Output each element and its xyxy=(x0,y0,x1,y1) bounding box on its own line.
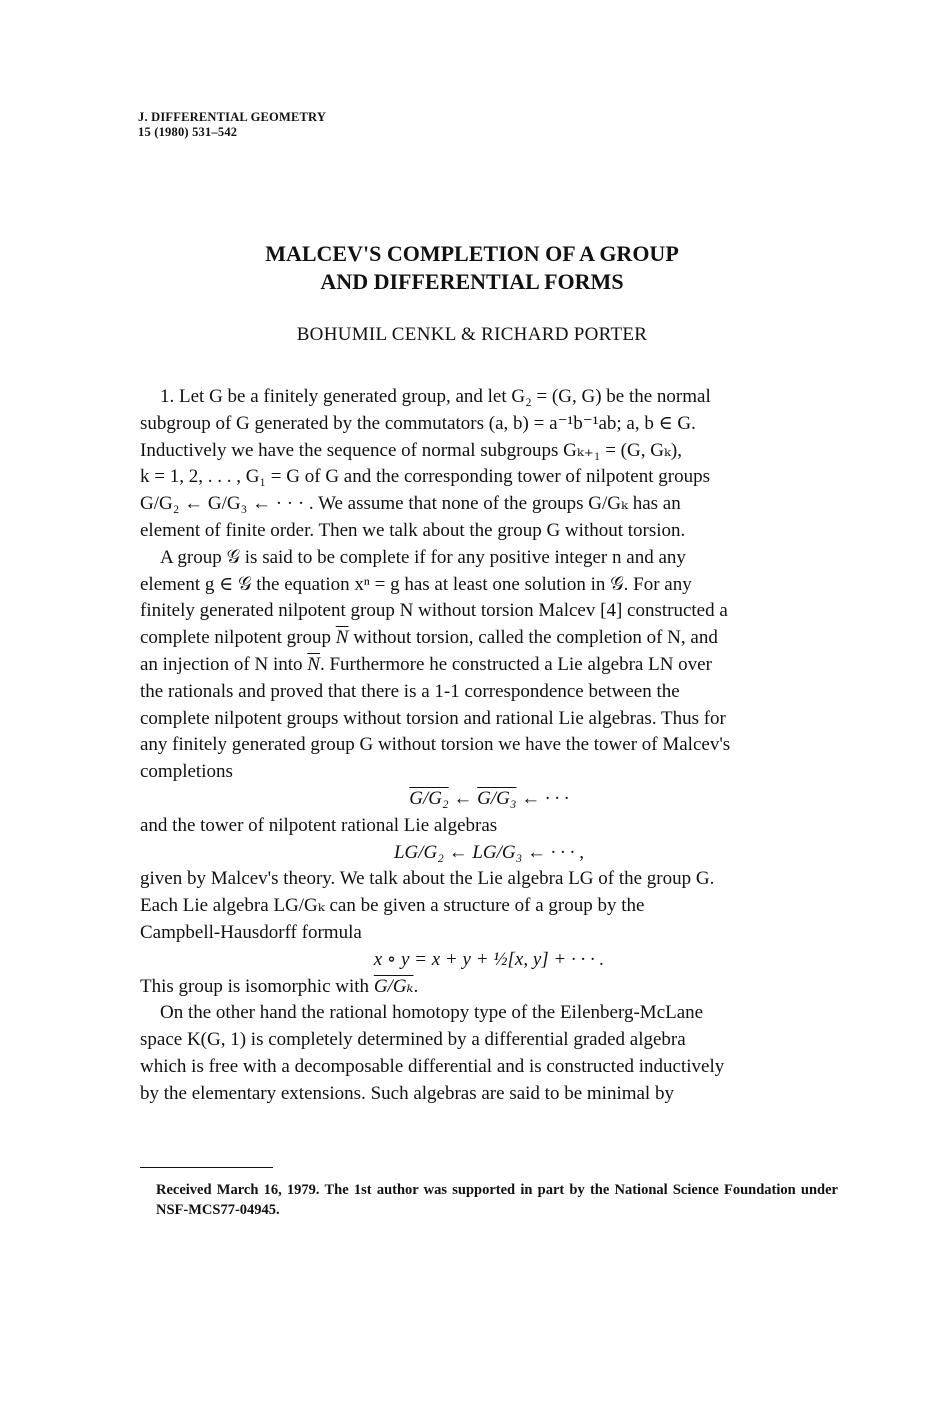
equation-campbell-hausdorff: x ∘ y = x + y + ½[x, y] + · · · . xyxy=(373,948,605,970)
paper-authors: BOHUMIL CENKL & RICHARD PORTER xyxy=(296,324,648,345)
journal-header xyxy=(138,110,326,140)
paragraph-1-line: 1. Let G be a finitely generated group, and let G₂ = (G, G) be the normal xyxy=(160,386,711,407)
paragraph-1-line: G/G₂ ← G/G₃ ← · · · . We assume that none of the groups G/Gₖ has an xyxy=(140,493,681,515)
footnote: Received March 16, 1979. The 1st author was supported in part by the National Science Foundation under NSF-MCS77-04945. xyxy=(156,1182,838,1218)
paragraph-4-line: Each Lie algebra LG/Gₖ can be given a structure of a group by the xyxy=(140,895,645,917)
paragraph-6-line: On the other hand the rational homotopy type of the Eilenberg-McLane xyxy=(160,1002,704,1024)
paragraph-2-line: any finitely generated group G without torsion we have the tower of Malcev's xyxy=(140,734,731,756)
paragraph-2-line xyxy=(140,652,838,679)
title-line-2: AND DIFFERENTIAL FORMS xyxy=(320,269,624,294)
paragraph-1-line: subgroup of G generated by the commutators (a, b) = a⁻¹b⁻¹ab; a, b ∈ G. xyxy=(140,412,696,434)
paragraph-2-line: the rationals and proved that there is a 1-1 correspondence between the xyxy=(140,680,680,702)
completion-n: $\overline{N}$ xyxy=(335,627,349,649)
paragraph-3: and the tower of nilpotent rational Lie algebras xyxy=(140,814,498,836)
paragraph-4-line: given by Malcev's theory. We talk about the Lie algebra LG of the group G. xyxy=(140,868,715,890)
equation-lie-tower: LG/G₂ ← LG/G₃ ← · · · , xyxy=(393,841,585,863)
paragraph-6-line: space K(G, 1) is completely determined by a differential graded algebra xyxy=(140,1029,686,1051)
eq-arrow: ← xyxy=(448,787,478,809)
completion-g-gk: G/Gₖ xyxy=(373,975,414,997)
paragraph-2-line: finitely generated nilpotent group N without torsion Malcev [4] constructed a xyxy=(140,600,728,622)
eq-term: G/G₃ xyxy=(477,787,517,809)
journal-volume: 15 (1980) 531–542 xyxy=(138,125,238,139)
text-span: an injection of N into xyxy=(140,653,308,675)
paragraph-2-line xyxy=(140,625,838,652)
paragraph-6-line: by the elementary extensions. Such algebras are said to be minimal by xyxy=(140,1082,674,1104)
paragraph-5 xyxy=(140,974,838,1001)
paragraph-1-line: k = 1, 2, . . . , G₁ = G of G and the corresponding tower of nilpotent groups xyxy=(140,466,710,488)
text-span: This group is isomorphic with xyxy=(140,975,374,997)
paragraph-2-line: complete nilpotent groups without torsion and rational Lie algebras. Thus for xyxy=(140,707,726,729)
equation-malcev-tower xyxy=(140,786,838,813)
text-span: complete nilpotent group xyxy=(140,627,336,649)
footnote-rule xyxy=(140,1167,273,1168)
paragraph-1-line: Inductively we have the sequence of normal subgroups Gₖ₊₁ = (G, Gₖ), xyxy=(140,439,682,461)
paragraph-4-line: Campbell-Hausdorff formula xyxy=(140,921,362,943)
text-span: . Furthermore he constructed a Lie algebra LN over xyxy=(319,653,712,675)
title-line-1: MALCEV'S COMPLETION OF A GROUP xyxy=(265,241,679,266)
journal-name: J. DIFFERENTIAL GEOMETRY xyxy=(138,110,327,124)
paragraph-2-line: A group 𝒢 is said to be complete if for any positive integer n and any xyxy=(160,546,686,568)
paragraph-2-line: element g ∈ 𝒢 the equation xⁿ = g has at least one solution in 𝒢. For any xyxy=(140,573,692,595)
eq-arrow: ← · · · xyxy=(516,787,569,809)
paper-body xyxy=(140,384,838,1108)
paragraph-6-line: which is free with a decomposable differential and is constructed inductively xyxy=(140,1055,725,1077)
paragraph-2-line: completions xyxy=(140,761,233,783)
text-span: . xyxy=(413,975,419,997)
text-span: without torsion, called the completion of N, and xyxy=(348,627,718,649)
eq-term: G/G₂ xyxy=(409,787,449,809)
completion-n: $\overline{N}$ xyxy=(307,653,320,675)
paper-title xyxy=(0,240,944,296)
paragraph-1-line: element of finite order. Then we talk about the group G without torsion. xyxy=(140,519,686,541)
